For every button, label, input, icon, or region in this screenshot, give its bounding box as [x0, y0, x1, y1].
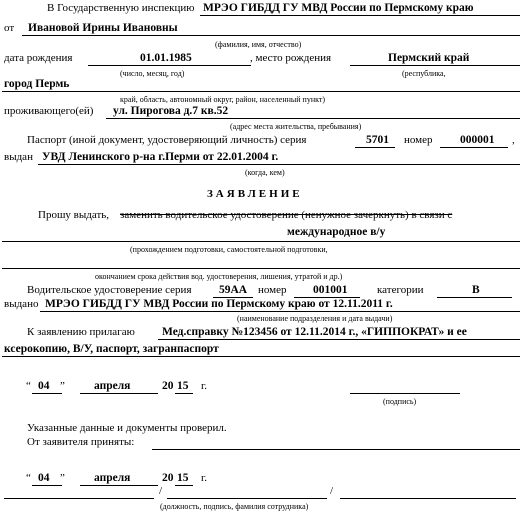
request-underline — [2, 241, 520, 242]
separator-slash-1: / — [159, 485, 163, 497]
license-category-underline — [437, 297, 512, 298]
to-inspection-label: В Государственную инспекцию — [47, 2, 195, 14]
signature-caption: (подпись) — [383, 397, 417, 406]
struck-text: заменить водительское удостоверение (ненужное зачеркнуть) в связи с — [120, 209, 453, 221]
birth-date-caption: (число, месяц, год) — [120, 69, 185, 78]
accepted-underline — [152, 449, 520, 450]
attachments-line-1: Мед.справку №123456 от 12.11.2014 г., «ГИППОКРАТ» и ее — [162, 326, 467, 338]
passport-number-label: номер — [404, 134, 433, 146]
region-caption: край, область, автономный округ, район, населенный пункт) — [120, 95, 326, 104]
date1-year-unit: г. — [201, 380, 208, 392]
open-quote-1: “ — [26, 380, 31, 392]
license-category: В — [472, 284, 480, 296]
passport-issued-underline — [38, 164, 520, 165]
date1-month: апреля — [94, 380, 131, 392]
date1-year-prefix: 20 — [162, 380, 174, 392]
year-underline-2 — [175, 485, 193, 486]
license-number-label: номер — [258, 284, 287, 296]
year-underline-1 — [175, 393, 193, 394]
signature-underline-2 — [167, 498, 327, 499]
applicant-name: Ивановой Ирины Ивановны — [28, 22, 178, 34]
date1-day: 04 — [38, 380, 50, 392]
city-underline — [2, 91, 520, 92]
passport-issued-by: УВД Ленинского р-на г.Перми от 22.01.2004 г. — [42, 151, 279, 163]
attachments-underline-1 — [158, 339, 520, 340]
separator-slash-2: / — [330, 485, 334, 497]
reasons-underline — [2, 268, 520, 269]
name-underline — [22, 35, 520, 36]
month-underline-2 — [80, 485, 158, 486]
passport-issued-label: выдан — [4, 151, 33, 163]
request-prefix: Прошу выдать, — [38, 209, 110, 221]
passport-number: 000001 — [460, 134, 495, 146]
date2-year-prefix: 20 — [162, 472, 174, 484]
comma-mark: , — [512, 134, 515, 146]
license-issued-by: МРЭО ГИБДД ГУ МВД России по Пермскому краю от 12.11.2011 г. — [45, 298, 393, 310]
passport-series-underline — [355, 147, 395, 148]
signature-underline-1 — [350, 393, 460, 394]
residence-caption: (адрес места жительства, пребывания) — [230, 122, 362, 131]
attachments-line-2: ксерокопию, В/У, паспорт, загранпаспорт — [4, 343, 219, 355]
close-quote-2: ” — [60, 472, 65, 484]
birth-date-label: дата рождения — [4, 52, 73, 64]
license-issued-label: выдано — [4, 298, 39, 310]
date2-year-unit: г. — [201, 472, 208, 484]
reasons-caption-2: окончанием срока действия вод. удостоверения, лишения, утратой и др.) — [95, 272, 343, 281]
license-category-label: категории — [377, 284, 424, 296]
reasons-caption-1: (прохождением подготовки, самостоятельной подготовки, — [130, 245, 328, 254]
residence-address: ул. Пирогова д.7 кв.52 — [113, 105, 229, 117]
date2-year-suffix: 15 — [177, 472, 189, 484]
attachments-underline-2 — [2, 356, 520, 357]
passport-issued-caption: (когда, кем) — [245, 168, 285, 177]
date2-month: апреля — [94, 472, 131, 484]
attachments-label: К заявлению прилагаю — [27, 326, 135, 338]
license-issued-underline — [40, 311, 520, 312]
surname-underline — [340, 498, 516, 499]
passport-series: 5701 — [366, 134, 389, 146]
day-underline-1 — [32, 393, 62, 394]
residence-label: проживающего(ей) — [4, 105, 94, 117]
birth-date-value: 01.01.1985 — [140, 52, 192, 64]
from-label: от — [4, 22, 15, 34]
request-value: международное в/у — [287, 226, 386, 238]
birth-place-label: , место рождения — [250, 52, 332, 64]
name-caption: (фамилия, имя, отчество) — [215, 40, 302, 49]
license-label: Водительское удостоверение серия — [27, 284, 192, 296]
position-underline — [4, 498, 154, 499]
close-quote-1: ” — [60, 380, 65, 392]
verification-line-2: От заявителя приняты: — [27, 436, 135, 448]
residence-underline — [106, 118, 520, 119]
birth-place-caption: (республика, — [402, 69, 446, 78]
license-series: 59АА — [219, 284, 248, 296]
open-quote-2: “ — [26, 472, 31, 484]
day-underline-2 — [32, 485, 62, 486]
verification-line-1: Указанные данные и документы проверил. — [27, 422, 227, 434]
statement-title: ЗАЯВЛЕНИЕ — [207, 188, 303, 200]
license-number: 001001 — [313, 284, 348, 296]
passport-label: Паспорт (иной документ, удостоверяющий личность) серия — [27, 134, 307, 146]
birth-place-value: Пермский край — [388, 52, 470, 64]
birth-date-underline — [88, 65, 251, 66]
passport-number-underline — [440, 147, 508, 148]
date1-year-suffix: 15 — [177, 380, 189, 392]
birth-city-value: город Пермь — [4, 78, 70, 90]
date2-day: 04 — [38, 472, 50, 484]
employee-caption: (должность, подпись, фамилия сотрудника) — [160, 502, 309, 511]
license-issued-caption: (наименование подразделения и дата выдачи) — [237, 314, 393, 323]
inspection-value: МРЭО ГИБДД ГУ МВД России по Пермскому краю — [203, 2, 474, 14]
birth-place-underline — [350, 65, 520, 66]
inspection-underline — [200, 15, 520, 16]
month-underline-1 — [80, 393, 158, 394]
